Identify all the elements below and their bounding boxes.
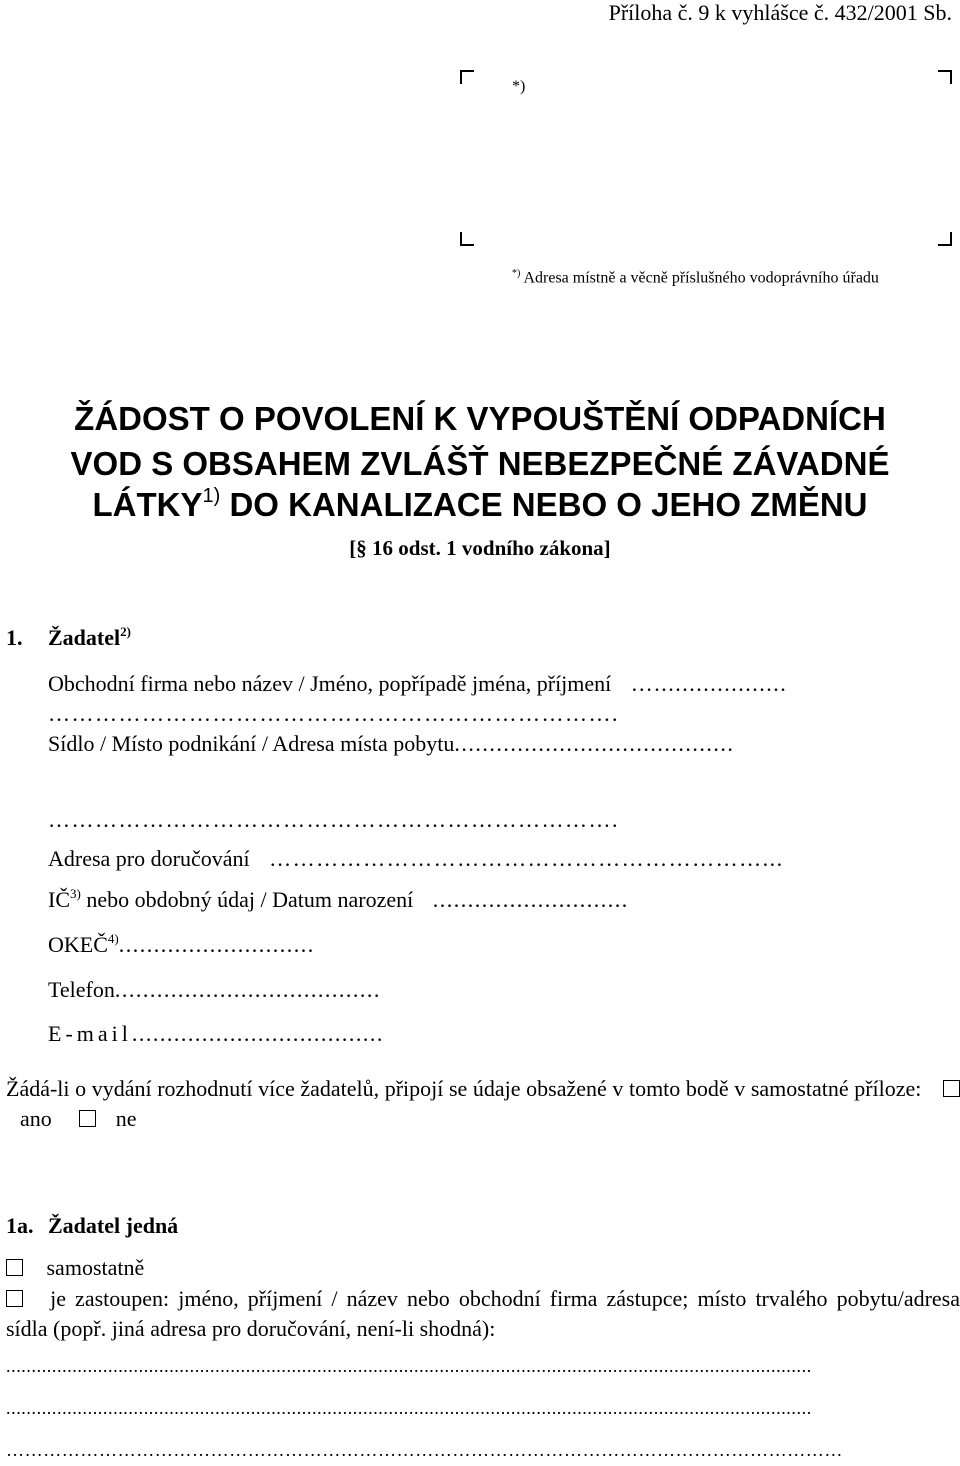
form-title-line1: ŽÁDOST O POVOLENÍ K VYPOUŠTĚNÍ ODPADNÍCH bbox=[74, 400, 886, 437]
form-title-line2: VOD S OBSAHEM ZVLÁŠŤ NEBEZPEČNÉ ZÁVADNÉ bbox=[70, 445, 890, 482]
representative-fill-line-3[interactable]: ……………………………………………………………………………………………………………………… bbox=[6, 1440, 843, 1460]
address-marker: *) bbox=[512, 78, 526, 95]
section1-heading bbox=[48, 625, 131, 651]
address-box-corner-top-right bbox=[938, 70, 952, 84]
field-delivery-address[interactable] bbox=[48, 846, 784, 872]
section1-heading-footnote: 2) bbox=[120, 624, 131, 639]
multiple-applicants-text: Žádá-li o vydání rozhodnutí více žadatelů, připojí se údaje obsažené v tomto bodě v samostatné příloze: bbox=[6, 1076, 922, 1101]
address-footnote-mark: *) bbox=[512, 268, 521, 279]
field-delivery-label: Adresa pro doručování bbox=[48, 846, 250, 871]
section1-number: 1. bbox=[6, 625, 23, 650]
form-title-line3 bbox=[0, 484, 960, 526]
field-okec-label: OKEČ bbox=[48, 932, 108, 957]
checkbox-acts-alone[interactable] bbox=[6, 1259, 23, 1276]
label-attachment-no: ne bbox=[115, 1106, 137, 1131]
field-ic-label: IČ bbox=[48, 887, 70, 912]
field-seat-label: Sídlo / Místo podnikání / Adresa místa pobytu bbox=[48, 731, 455, 756]
field-email[interactable] bbox=[48, 1021, 384, 1047]
legal-basis: [§ 16 odst. 1 vodního zákona] bbox=[349, 536, 611, 560]
section1-heading-text: Žadatel bbox=[48, 625, 121, 650]
field-okec-footnote: 4) bbox=[107, 931, 119, 946]
form-title-line3-end: DO KANALIZACE NEBO O JEHO ZMĚNU bbox=[229, 486, 868, 523]
field-ic-footnote: 3) bbox=[70, 886, 81, 901]
option-acts-alone[interactable] bbox=[6, 1255, 144, 1281]
label-acts-alone: samostatně bbox=[46, 1255, 145, 1280]
address-box-corner-top-left bbox=[460, 70, 474, 84]
field-ic-dots: ............................ bbox=[432, 887, 629, 912]
field-name-continuation[interactable]: ………………………………………………………………. bbox=[48, 701, 619, 726]
address-box-corner-bottom-left bbox=[460, 232, 474, 246]
field-delivery-dots: ………………………………………………………... bbox=[269, 846, 784, 871]
address-footnote-text: Adresa místně a věcně příslušného vodoprávního úřadu bbox=[523, 269, 879, 287]
field-email-label: E-mail bbox=[48, 1021, 132, 1046]
field-phone-label: Telefon bbox=[48, 977, 115, 1002]
field-phone-dots: ...................................... bbox=[114, 977, 381, 1002]
address-footnote bbox=[512, 268, 879, 287]
representative-fill-line-2[interactable]: .............................................................................................................................................................. bbox=[6, 1398, 812, 1418]
field-okec-dots: ............................ bbox=[118, 932, 315, 957]
address-box-corner-bottom-right bbox=[938, 232, 952, 246]
label-represented: je zastoupen: jméno, příjmení / název nebo obchodní firma zástupce; místo trvalého pobytu/adresa sídla (popř. jiná adresa pro doručování, není-li shodná): bbox=[6, 1286, 960, 1341]
field-okec[interactable] bbox=[48, 932, 315, 958]
field-seat-dots: ........................................ bbox=[454, 731, 735, 756]
field-ic-label-rest: nebo obdobný údaj / Datum narození bbox=[86, 887, 414, 912]
checkbox-attachment-no[interactable] bbox=[79, 1110, 96, 1127]
section1a-heading: Žadatel jedná bbox=[48, 1213, 179, 1238]
field-phone[interactable] bbox=[48, 977, 381, 1003]
field-email-dots: .................................... bbox=[131, 1021, 384, 1046]
checkbox-attachment-yes[interactable] bbox=[943, 1080, 960, 1097]
attachment-note: Příloha č. 9 k vyhlášce č. 432/2001 Sb. bbox=[608, 0, 952, 25]
multiple-applicants-note bbox=[6, 1074, 960, 1134]
label-attachment-yes: ano bbox=[20, 1106, 52, 1131]
field-seat-continuation[interactable]: ………………………………………………………………. bbox=[48, 807, 619, 832]
field-ic[interactable] bbox=[48, 887, 629, 913]
field-name[interactable] bbox=[48, 671, 787, 697]
option-represented bbox=[6, 1284, 960, 1344]
section1a-number: 1a. bbox=[6, 1213, 34, 1238]
field-seat[interactable] bbox=[48, 731, 734, 757]
form-title-line3-start: LÁTKY bbox=[92, 486, 203, 523]
field-name-label: Obchodní firma nebo název / Jméno, popřípadě jména, příjmení bbox=[48, 671, 612, 696]
field-name-dots: …................... bbox=[630, 671, 788, 696]
representative-fill-line-1[interactable]: .............................................................................................................................................................. bbox=[6, 1356, 812, 1376]
checkbox-represented[interactable] bbox=[6, 1290, 23, 1307]
form-title-footnote-ref: 1) bbox=[202, 485, 221, 507]
